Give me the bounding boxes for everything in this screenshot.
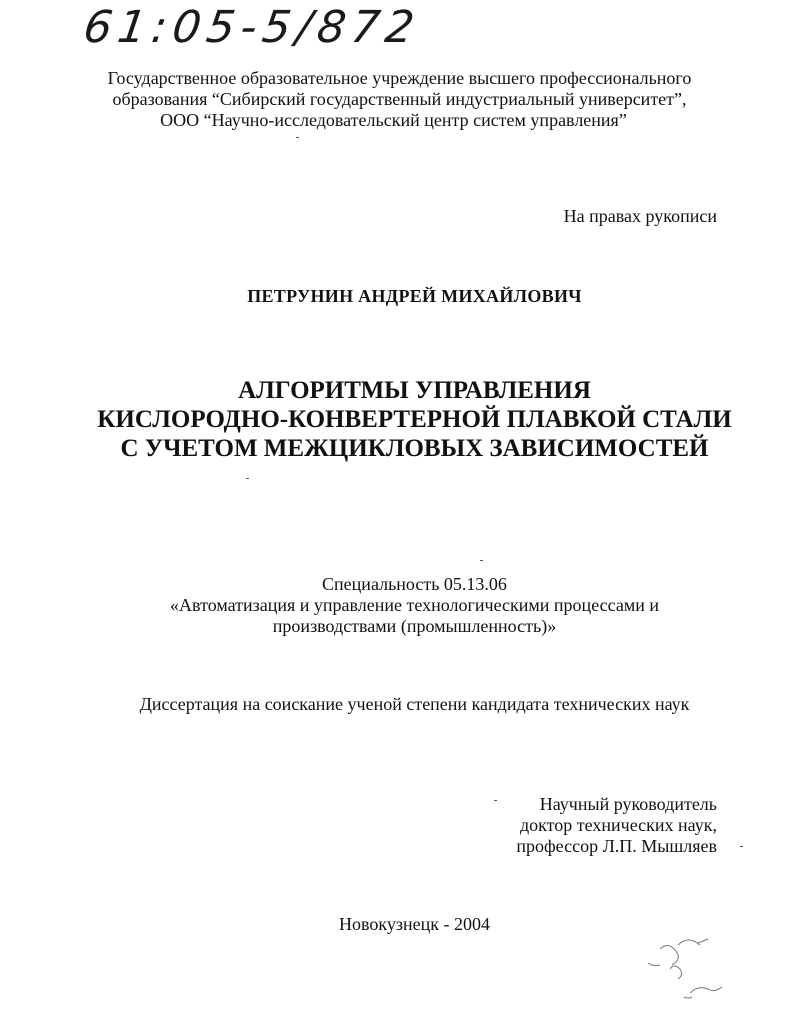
- institution-line: образования “Сибирский государственный индустриальный университет”,: [112, 89, 687, 109]
- supervisor-line: Научный руководитель: [539, 794, 717, 814]
- rights-note: На правах рукописи: [563, 206, 717, 226]
- institution-line: ООО “Научно-исследовательский центр систем управления”: [160, 110, 627, 130]
- supervisor-line: профессор Л.П. Мышляев: [516, 836, 717, 856]
- scan-speck: [494, 800, 497, 801]
- title-line: КИСЛОРОДНО-КОНВЕРТЕРНОЙ ПЛАВКОЙ СТАЛИ: [97, 406, 732, 433]
- scan-speck: [740, 846, 743, 847]
- supervisor-block: [516, 794, 717, 857]
- degree-statement: Диссертация на соискание ученой степени кандидата технических наук: [139, 694, 690, 714]
- specialty-line: производствами (промышленность)»: [272, 616, 557, 636]
- scan-speck: [296, 137, 299, 138]
- scan-speck: [246, 478, 249, 479]
- specialty-line: Специальность 05.13.06: [322, 574, 507, 594]
- author-name: ПЕТРУНИН АНДРЕЙ МИХАЙЛОВИЧ: [247, 286, 582, 306]
- specialty-block: [0, 574, 799, 637]
- institution-block: [0, 68, 799, 131]
- supervisor-line: доктор технических наук,: [520, 815, 717, 835]
- specialty-line: «Автоматизация и управление технологическими процессами и: [170, 595, 659, 615]
- signature-scribble-icon: [640, 935, 730, 1005]
- dissertation-title: [0, 376, 799, 463]
- city-year: Новокузнецк - 2004: [339, 914, 490, 934]
- title-line: С УЧЕТОМ МЕЖЦИКЛОВЫХ ЗАВИСИМОСТЕЙ: [120, 435, 709, 462]
- institution-line: Государственное образовательное учреждение высшего профессионального: [107, 68, 692, 88]
- scan-speck: [480, 560, 483, 561]
- handwritten-archive-code: 61:05-5/872: [80, 2, 424, 53]
- title-line: АЛГОРИТМЫ УПРАВЛЕНИЯ: [238, 377, 591, 404]
